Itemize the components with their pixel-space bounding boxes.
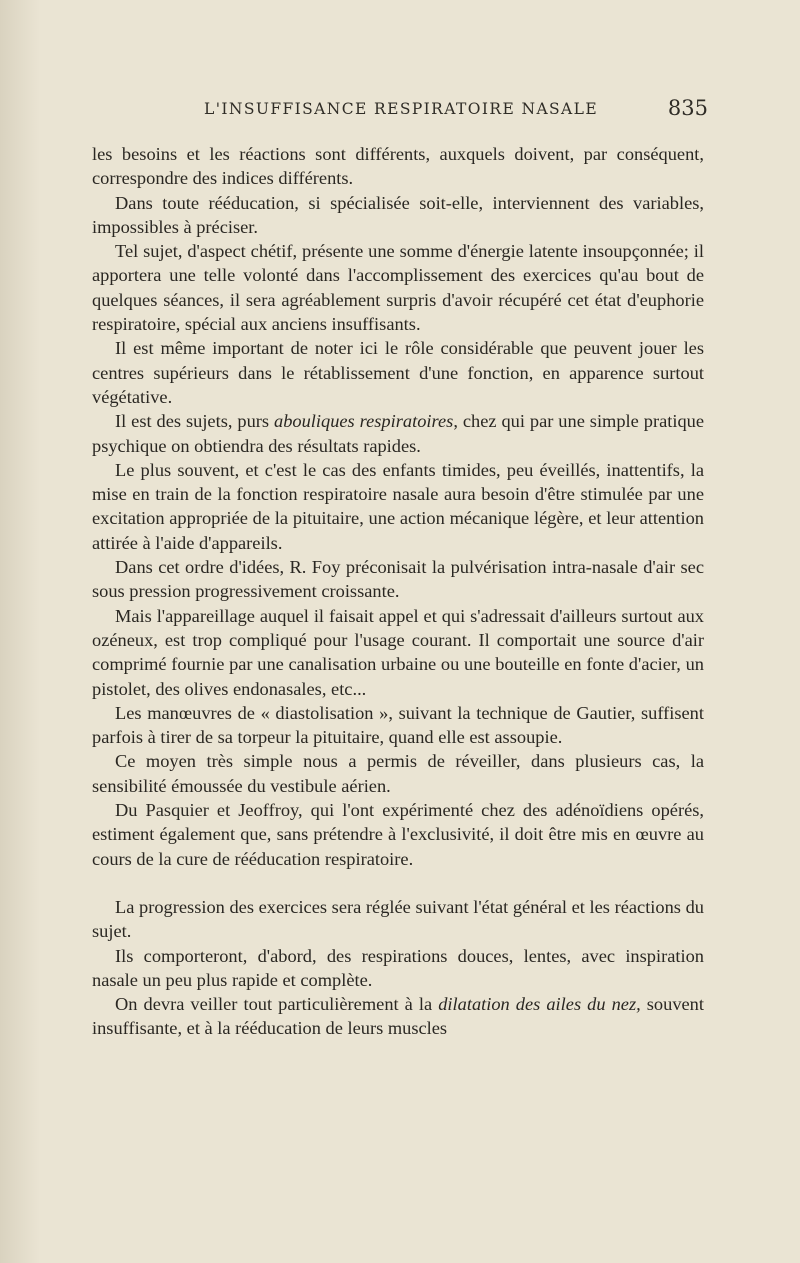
paragraph-text: Il est des sujets, purs [115, 411, 274, 432]
running-title: L'INSUFFISANCE RESPIRATOIRE NASALE [204, 100, 599, 118]
italic-term: dilatation des ailes du nez, [438, 994, 641, 1015]
paragraph-text: , chez qui par une simple pratique psychique on obtiendra des résultats rapides. [92, 411, 705, 456]
paragraph: Les manœuvres de « diastolisation », suivant la technique de Gautier, suffisent parfois à tirer de sa torpeur la pituitaire, quand elle est assoupie. [92, 702, 704, 748]
paragraph [92, 992, 704, 1041]
paragraph: Mais l'appareillage auquel il faisait appel et qui s'adressait d'ailleurs surtout aux ozéneux, est trop compliqué pour l'usage courant. Il comportait une source d'air comprimé fournie par une canalisation urbaine ou une bouteille en fonte d'acier, un pistolet, des olives endonasales, etc... [92, 605, 704, 699]
paragraph: Ce moyen très simple nous a permis de réveiller, dans plusieurs cas, la sensibilité émoussée du vestibule aérien. [92, 751, 704, 796]
body-text [92, 142, 704, 1041]
page-number: 835 [667, 96, 708, 120]
paragraph: Du Pasquier et Jeoffroy, qui l'ont expérimenté chez des adénoïdiens opérés, estiment également que, sans prétendre à l'exclusivité, il doit être mis en œuvre au cours de la cure de rééducation respiratoire. [92, 800, 704, 869]
paragraph: Ils comporteront, d'abord, des respirations douces, lentes, avec inspiration nasale un peu plus rapide et complète. [92, 945, 704, 990]
italic-term: abouliques respiratoires [274, 411, 454, 432]
paragraph [92, 409, 704, 458]
paragraph: Dans toute rééducation, si spécialisée soit-elle, interviennent des variables, impossibles à préciser. [92, 192, 704, 237]
page-header [92, 96, 708, 126]
paragraph: La progression des exercices sera réglée suivant l'état général et les réactions du sujet. [92, 896, 704, 942]
paragraph: Tel sujet, d'aspect chétif, présente une somme d'énergie latente insoupçonnée; il apportera une telle volonté dans l'accomplissement des exercices qu'au bout de quelques séances, il sera agréablement surpris d'avoir récupéré cet état d'euphorie respiratoire, spécial aux anciens insuffisants. [92, 241, 704, 335]
paragraph: Le plus souvent, et c'est le cas des enfants timides, peu éveillés, inattentifs, la mise en train de la fonction respiratoire nasale aura besoin d'être stimulée par une excitation appropriée de la pituitaire, une action mécanique légère, et leur attention attirée à l'aide d'appareils. [92, 459, 704, 553]
paragraph: les besoins et les réactions sont différents, auxquels doivent, par conséquent, correspondre des indices différents. [92, 144, 704, 189]
paragraph: Dans cet ordre d'idées, R. Foy préconisait la pulvérisation intra-nasale d'air sec sous pression progressivement croissante. [92, 557, 704, 602]
page-gutter-shadow [0, 0, 40, 1263]
paragraph: Il est même important de noter ici le rôle considérable que peuvent jouer les centres supérieurs dans le rétablissement d'une fonction, en apparence surtout végétative. [92, 338, 704, 407]
paragraph-text: souvent insuffisante, et à la rééducation de leurs muscles [92, 994, 704, 1039]
paragraph-text: On devra veiller tout particulièrement à la [115, 994, 439, 1015]
